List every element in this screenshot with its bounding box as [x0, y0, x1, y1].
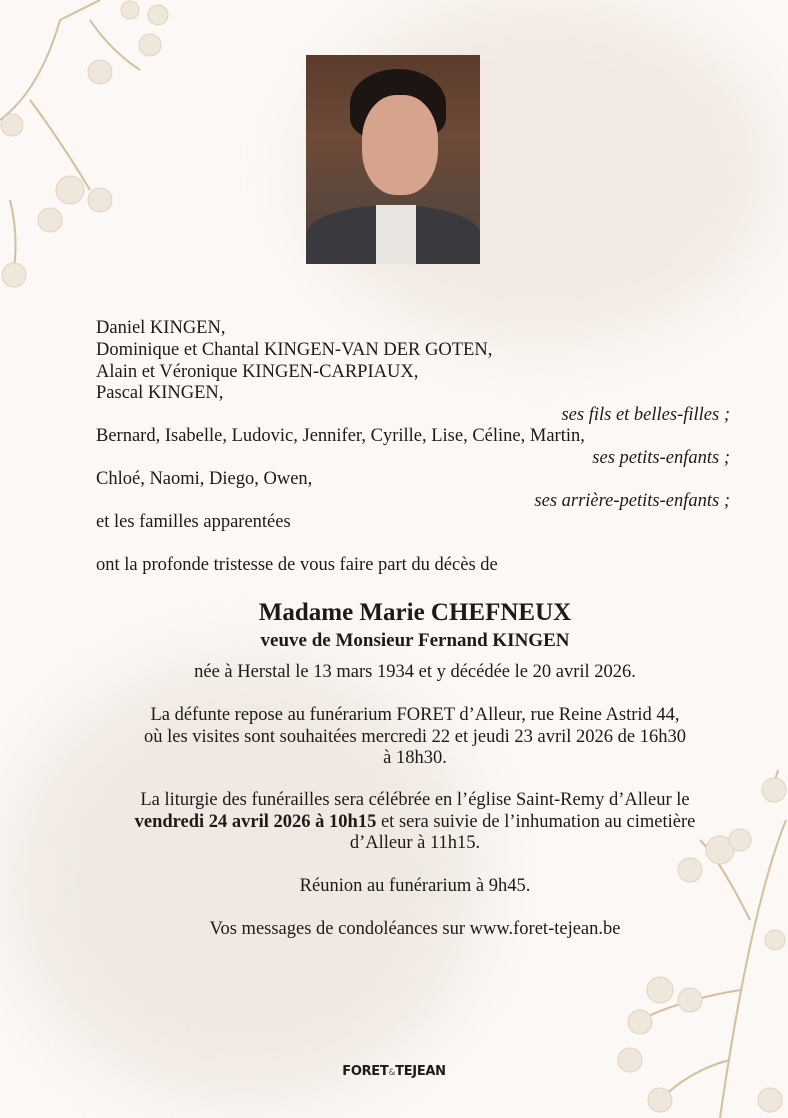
visitation-line: La défunte repose au funérarium FORET d’Alleur, rue Reine Astrid 44,: [150, 705, 680, 725]
portrait-photo: [306, 55, 480, 264]
family-member: Daniel KINGEN,: [96, 318, 226, 338]
visitation-line: à 18h30.: [383, 748, 447, 768]
relatives: et les familles apparentées: [96, 512, 291, 532]
funeral-info: [90, 790, 740, 855]
floral-decoration-icon: [0, 0, 180, 300]
visitation-line: où les visites sont souhaitées mercredi 22 et jeudi 23 avril 2026 de 16h30: [143, 726, 687, 747]
visitation-info: [90, 705, 740, 770]
relation-label: ses fils et belles-filles ;: [561, 405, 730, 425]
great-grandchildren: Chloé, Naomi, Diego, Owen,: [96, 469, 313, 489]
birth-death: née à Herstal le 13 mars 1934 et y décédée le 20 avril 2026.: [194, 662, 636, 682]
funeral-line: d’Alleur à 11h15.: [349, 833, 481, 853]
funeral-line: [90, 812, 740, 834]
family-member: Alain et Véronique KINGEN-CARPIAUX,: [96, 362, 419, 382]
grandchildren: Bernard, Isabelle, Ludovic, Jennifer, Cyrille, Lise, Céline, Martin,: [96, 426, 585, 446]
relation-label: ses arrière-petits-enfants ;: [534, 491, 730, 511]
family-member: Dominique et Chantal KINGEN-VAN DER GOTEN,: [96, 340, 493, 360]
family-member: Pascal KINGEN,: [96, 383, 224, 403]
funeral-date: vendredi 24 avril 2026 à 10h15: [134, 811, 377, 832]
deceased-name: Madame Marie CHEFNEUX: [258, 599, 572, 626]
funeral-home-logo: FORET&TEJEAN: [342, 1064, 446, 1079]
funeral-line-rest: et sera suivie de l’inhumation au cimetière: [376, 811, 696, 832]
relation-label: ses petits-enfants ;: [592, 448, 730, 468]
funeral-line: La liturgie des funérailles sera célébrée en l’église Saint-Remy d’Alleur le: [140, 790, 690, 810]
condolences-info: Vos messages de condoléances sur www.foret-tejean.be: [209, 919, 621, 939]
reunion-info: Réunion au funérarium à 9h45.: [299, 876, 531, 896]
announcement: ont la profonde tristesse de vous faire part du décès de: [96, 555, 498, 575]
widow-of: veuve de Monsieur Fernand KINGEN: [260, 630, 570, 651]
